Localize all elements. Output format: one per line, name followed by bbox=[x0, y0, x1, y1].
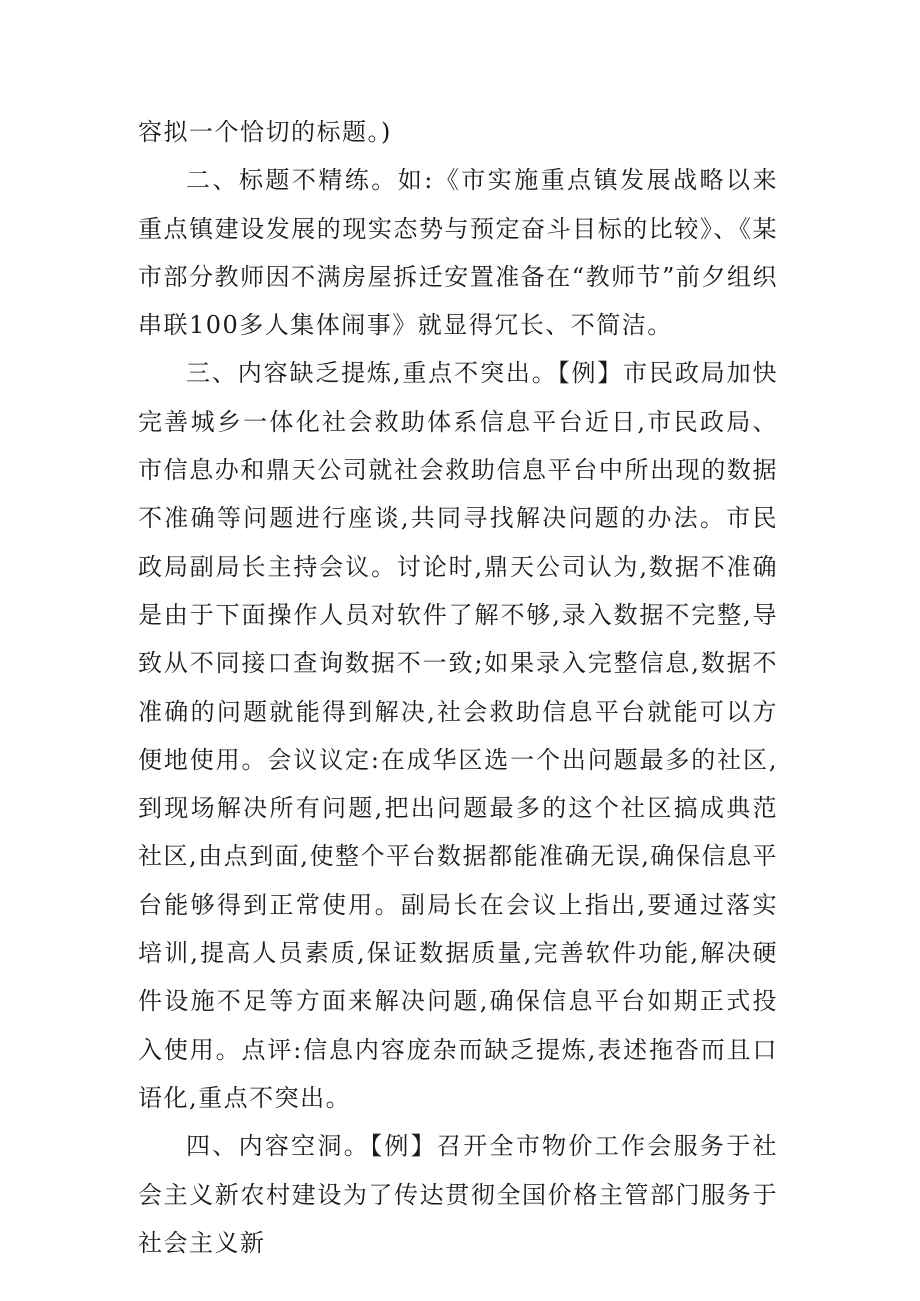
paragraph-continuation: 容拟一个恰切的标题。) bbox=[138, 118, 392, 146]
paragraph-section-four: 四、内容空洞。【例】召开全市物价工作会服务于社会主义新农村建设为了传达贯彻全国价格主管部门服务于社会主义新 bbox=[138, 1132, 778, 1257]
paragraph-section-two: 二、标题不精练。如:《市实施重点镇发展战略以来重点镇建设发展的现实态势与预定奋斗目标的比较》、《某市部分教师因不满房屋拆迁安置准备在“教师节”前夕组织串联100多人集体闹事》就显得冗长、不简洁。 bbox=[138, 166, 778, 340]
document-body bbox=[138, 108, 778, 1267]
paragraph-section-three: 三、内容缺乏提炼,重点不突出。【例】市民政局加快完善城乡一体化社会救助体系信息平台近日,市民政局、市信息办和鼎天公司就社会救助信息平台中所出现的数据不准确等问题进行座谈,共同寻找解决问题的办法。市民政局副局长主持会议。讨论时,鼎天公司认为,数据不准确是由于下面操作人员对软件了解不够,录入数据不完整,导致从不同接口查询数据不一致;如果录入完整信息,数据不准确的问题就能得到解决,社会救助信息平台就能可以方便地使用。会议议定:在成华区选一个出问题最多的社区,到现场解决所有问题,把出问题最多的这个社区搞成典范社区,由点到面,使整个平台数据都能准确无误,确保信息平台能够得到正常使用。副局长在会议上指出,要通过落实培训,提高人员素质,保证数据质量,完善软件功能,解决硬件设施不足等方面来解决问题,确保信息平台如期正式投入使用。点评:信息内容庞杂而缺乏提炼,表述拖沓而且口语化,重点不突出。 bbox=[138, 359, 778, 1112]
